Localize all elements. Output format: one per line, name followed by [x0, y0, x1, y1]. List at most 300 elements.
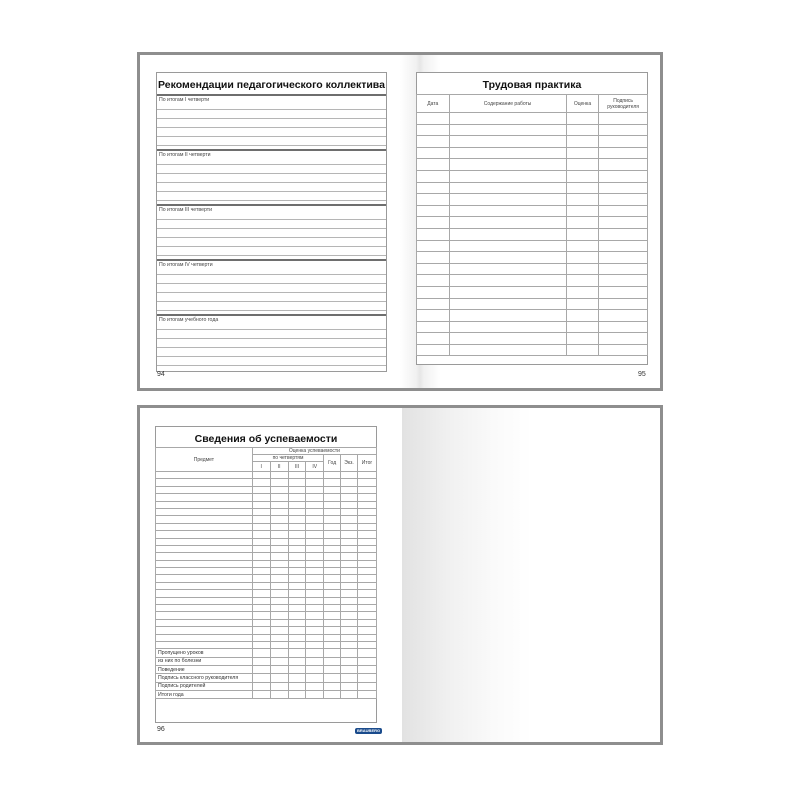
writing-line: [157, 127, 386, 128]
table-cell: [156, 523, 253, 530]
table-cell: [324, 657, 341, 665]
section-label: По итогам I четверти: [159, 97, 210, 103]
table-cell: [324, 568, 341, 575]
table-cell: [270, 605, 288, 612]
table-cell: [306, 665, 324, 673]
section-divider: [157, 259, 386, 261]
table-cell: [341, 560, 358, 567]
table-cell: [599, 286, 648, 298]
table-cell: [358, 545, 377, 552]
page-number: 96: [157, 726, 165, 733]
table-cell: [417, 228, 450, 240]
writing-line: [157, 301, 386, 302]
table-cell: [288, 690, 306, 698]
table-row: [417, 275, 648, 287]
table-cell: [566, 159, 599, 171]
writing-line: [157, 200, 386, 201]
table-row: [417, 298, 648, 310]
performance-frame: [155, 426, 377, 723]
table-cell: [156, 605, 253, 612]
table-cell: [252, 472, 270, 479]
table-row: [156, 494, 377, 501]
table-cell: [156, 619, 253, 626]
table-cell: [156, 545, 253, 552]
table-cell: [566, 333, 599, 345]
table-row: [417, 159, 648, 171]
table-cell: [599, 147, 648, 159]
table-cell: [358, 627, 377, 634]
labor-practice-table: [416, 94, 648, 356]
table-cell: [599, 252, 648, 264]
table-cell: [288, 501, 306, 508]
writing-line: [157, 347, 386, 348]
table-cell: [306, 531, 324, 538]
table-row: [417, 147, 648, 159]
table-cell: [358, 590, 377, 597]
table-cell: [566, 136, 599, 148]
table-cell: [566, 286, 599, 298]
page-title: Сведения об успеваемости: [194, 433, 338, 445]
table-cell: [417, 298, 450, 310]
table-cell: [341, 582, 358, 589]
writing-line: [157, 329, 386, 330]
table-cell: [341, 590, 358, 597]
table-cell: [324, 501, 341, 508]
table-cell: [288, 560, 306, 567]
table-cell: [324, 619, 341, 626]
column-header-quarter-3: III: [288, 462, 306, 472]
table-cell: [288, 472, 306, 479]
table-cell: [324, 627, 341, 634]
table-cell: [449, 170, 566, 182]
table-cell: [358, 516, 377, 523]
table-cell: [341, 612, 358, 619]
table-cell: [270, 649, 288, 657]
table-cell: [288, 582, 306, 589]
table-cell: [252, 641, 270, 648]
table-cell: [358, 597, 377, 604]
table-cell: [288, 597, 306, 604]
table-cell: [599, 310, 648, 322]
table-row: [417, 240, 648, 252]
table-cell: [417, 182, 450, 194]
table-cell: [341, 486, 358, 493]
table-cell: [306, 582, 324, 589]
table-cell: [449, 182, 566, 194]
table-cell: [306, 516, 324, 523]
table-cell: [324, 486, 341, 493]
table-cell: [324, 545, 341, 552]
table-cell: [566, 228, 599, 240]
table-cell: [358, 568, 377, 575]
table-row: [156, 560, 377, 567]
table-cell: [252, 538, 270, 545]
writing-line: [157, 145, 386, 146]
table-cell: [341, 568, 358, 575]
table-cell: [156, 597, 253, 604]
table-cell: [288, 545, 306, 552]
table-cell: [324, 553, 341, 560]
column-header-final: Итог: [358, 455, 377, 472]
table-row: [417, 182, 648, 194]
table-row: [156, 472, 377, 479]
writing-line: [157, 310, 386, 311]
table-cell: [288, 590, 306, 597]
table-cell: [324, 597, 341, 604]
table-cell: [324, 641, 341, 648]
table-cell: [288, 612, 306, 619]
table-cell: [566, 298, 599, 310]
table-cell: [449, 344, 566, 356]
table-row: [156, 582, 377, 589]
table-row: [156, 523, 377, 530]
table-cell: [306, 590, 324, 597]
table-cell: [358, 674, 377, 682]
table-cell: [449, 124, 566, 136]
table-cell: [156, 531, 253, 538]
table-cell: [341, 690, 358, 698]
table-cell: [252, 531, 270, 538]
table-cell: [417, 159, 450, 171]
table-cell: [288, 657, 306, 665]
book-gutter: [402, 408, 532, 742]
table-row: [156, 597, 377, 604]
table-cell: [306, 568, 324, 575]
table-cell: [156, 582, 253, 589]
table-cell: [599, 124, 648, 136]
column-header-date: Дата: [417, 95, 450, 113]
table-cell: [341, 501, 358, 508]
table-cell: [306, 627, 324, 634]
writing-line: [157, 219, 386, 220]
table-cell: [270, 665, 288, 673]
table-cell: [566, 217, 599, 229]
table-cell: [324, 494, 341, 501]
table-cell: [358, 523, 377, 530]
table-cell: [358, 657, 377, 665]
table-cell: [270, 553, 288, 560]
table-cell: [252, 590, 270, 597]
table-cell: [341, 665, 358, 673]
table-cell: [449, 240, 566, 252]
writing-line: [157, 136, 386, 137]
table-cell: [324, 674, 341, 682]
table-row: [417, 252, 648, 264]
table-cell: [288, 641, 306, 648]
table-cell: [341, 516, 358, 523]
table-cell: [270, 538, 288, 545]
table-row: [156, 553, 377, 560]
table-row: [156, 605, 377, 612]
table-cell: [306, 486, 324, 493]
table-cell: [324, 523, 341, 530]
table-cell: [156, 641, 253, 648]
table-cell: [417, 344, 450, 356]
table-row: [417, 205, 648, 217]
table-cell: [306, 605, 324, 612]
table-row: [156, 486, 377, 493]
table-cell: [358, 501, 377, 508]
table-cell: [566, 321, 599, 333]
table-cell: [599, 159, 648, 171]
table-cell: [358, 682, 377, 690]
table-cell: [566, 170, 599, 182]
table-cell: [156, 538, 253, 545]
section-divider: [157, 314, 386, 316]
table-cell: [156, 560, 253, 567]
table-cell: [599, 263, 648, 275]
table-cell: [270, 575, 288, 582]
table-cell: [324, 682, 341, 690]
table-cell: [341, 682, 358, 690]
table-cell: [566, 240, 599, 252]
table-cell: [288, 619, 306, 626]
table-cell: [270, 582, 288, 589]
table-cell: [417, 252, 450, 264]
table-cell: [324, 634, 341, 641]
table-cell: [566, 310, 599, 322]
table-cell: [288, 531, 306, 538]
table-cell: [417, 113, 450, 125]
table-cell: [341, 479, 358, 486]
table-row: [156, 641, 377, 648]
table-cell: [306, 649, 324, 657]
table-cell: [288, 553, 306, 560]
table-cell: [358, 472, 377, 479]
table-cell: [341, 472, 358, 479]
table-cell: [270, 523, 288, 530]
table-row: [156, 479, 377, 486]
table-cell: [599, 217, 648, 229]
table-cell: [252, 682, 270, 690]
table-row: [417, 310, 648, 322]
table-cell: [252, 501, 270, 508]
column-header-quarter-4: IV: [306, 462, 324, 472]
table-row: [156, 590, 377, 597]
table-cell: [599, 194, 648, 206]
section-divider: [157, 204, 386, 206]
performance-table: [155, 447, 377, 699]
table-cell: [324, 649, 341, 657]
table-cell: [252, 597, 270, 604]
table-cell: [358, 508, 377, 515]
table-cell: [358, 486, 377, 493]
table-row: [417, 136, 648, 148]
table-cell: [270, 634, 288, 641]
table-cell: [566, 182, 599, 194]
column-header-signature: Подпись руководителя: [599, 95, 648, 113]
table-cell: [252, 560, 270, 567]
table-cell: [156, 494, 253, 501]
table-cell: [288, 508, 306, 515]
writing-line: [157, 118, 386, 119]
table-cell: [324, 690, 341, 698]
table-cell: [341, 575, 358, 582]
table-cell: [449, 275, 566, 287]
brand-logo: BRAUBERG: [357, 728, 381, 733]
table-cell: [252, 582, 270, 589]
table-cell: [156, 568, 253, 575]
table-cell: [449, 136, 566, 148]
table-cell: [324, 508, 341, 515]
column-header-quarter-1: I: [252, 462, 270, 472]
table-cell: [324, 538, 341, 545]
table-cell: [341, 619, 358, 626]
table-cell: [270, 568, 288, 575]
table-row: [417, 217, 648, 229]
table-cell: [288, 665, 306, 673]
summary-row-label: из них по болезни: [156, 657, 253, 665]
table-cell: [306, 641, 324, 648]
table-cell: [449, 113, 566, 125]
table-cell: [306, 634, 324, 641]
writing-line: [157, 283, 386, 284]
table-cell: [341, 597, 358, 604]
table-cell: [449, 194, 566, 206]
table-cell: [566, 252, 599, 264]
table-cell: [417, 286, 450, 298]
section-label: По итогам II четверти: [159, 152, 211, 158]
summary-row-label: Подпись родителей: [156, 682, 253, 690]
table-cell: [324, 582, 341, 589]
table-cell: [417, 205, 450, 217]
table-row: [417, 333, 648, 345]
table-cell: [252, 479, 270, 486]
table-cell: [252, 516, 270, 523]
table-cell: [566, 124, 599, 136]
table-row: [156, 538, 377, 545]
table-cell: [341, 538, 358, 545]
table-cell: [417, 170, 450, 182]
table-cell: [324, 472, 341, 479]
table-cell: [156, 516, 253, 523]
table-row: [156, 568, 377, 575]
writing-line: [157, 274, 386, 275]
table-cell: [341, 657, 358, 665]
table-cell: [252, 553, 270, 560]
writing-line: [157, 246, 386, 247]
table-cell: [599, 344, 648, 356]
table-cell: [341, 627, 358, 634]
page-title: Трудовая практика: [482, 79, 582, 91]
table-row: [417, 113, 648, 125]
table-cell: [358, 575, 377, 582]
table-cell: [417, 194, 450, 206]
table-cell: [599, 298, 648, 310]
table-row: [156, 575, 377, 582]
table-cell: [324, 531, 341, 538]
table-cell: [156, 486, 253, 493]
writing-line: [157, 109, 386, 110]
column-header-quarter-2: II: [270, 462, 288, 472]
table-cell: [288, 627, 306, 634]
table-cell: [449, 310, 566, 322]
section-label: По итогам IV четверти: [159, 262, 213, 268]
table-cell: [599, 228, 648, 240]
table-cell: [358, 494, 377, 501]
table-row: [156, 619, 377, 626]
table-cell: [306, 690, 324, 698]
spread-pages-94-95: [137, 52, 663, 391]
table-cell: [358, 605, 377, 612]
table-cell: [252, 486, 270, 493]
table-cell: [270, 597, 288, 604]
table-cell: [252, 545, 270, 552]
table-cell: [288, 538, 306, 545]
table-cell: [252, 657, 270, 665]
table-row: [417, 263, 648, 275]
table-cell: [270, 590, 288, 597]
table-cell: [324, 612, 341, 619]
table-cell: [156, 575, 253, 582]
table-cell: [156, 472, 253, 479]
table-cell: [306, 657, 324, 665]
table-cell: [306, 682, 324, 690]
summary-row: [156, 665, 377, 673]
table-cell: [156, 627, 253, 634]
table-cell: [270, 508, 288, 515]
table-row: [156, 634, 377, 641]
table-cell: [306, 479, 324, 486]
table-cell: [270, 545, 288, 552]
page-number: 95: [638, 371, 646, 378]
table-cell: [270, 690, 288, 698]
table-cell: [270, 627, 288, 634]
table-cell: [252, 523, 270, 530]
column-header-grade: Оценка: [566, 95, 599, 113]
table-cell: [599, 205, 648, 217]
labor-practice-frame: [416, 72, 648, 365]
table-cell: [252, 508, 270, 515]
table-cell: [306, 523, 324, 530]
table-row: [417, 170, 648, 182]
table-cell: [358, 538, 377, 545]
table-cell: [156, 634, 253, 641]
table-row: [156, 545, 377, 552]
recommendations-frame: [156, 72, 387, 372]
table-cell: [417, 124, 450, 136]
table-cell: [324, 605, 341, 612]
summary-row-label: Итоги года: [156, 690, 253, 698]
table-cell: [306, 508, 324, 515]
table-cell: [252, 674, 270, 682]
table-cell: [270, 682, 288, 690]
table-cell: [252, 619, 270, 626]
table-cell: [288, 479, 306, 486]
table-cell: [358, 641, 377, 648]
table-cell: [417, 321, 450, 333]
table-cell: [306, 597, 324, 604]
table-cell: [156, 501, 253, 508]
table-row: [417, 228, 648, 240]
table-row: [156, 516, 377, 523]
table-cell: [288, 575, 306, 582]
table-cell: [324, 560, 341, 567]
table-cell: [252, 627, 270, 634]
table-cell: [341, 508, 358, 515]
table-row: [156, 501, 377, 508]
table-cell: [270, 619, 288, 626]
table-row: [156, 627, 377, 634]
column-header-work: Содержание работы: [449, 95, 566, 113]
table-cell: [599, 182, 648, 194]
table-cell: [306, 612, 324, 619]
table-cell: [417, 240, 450, 252]
table-cell: [288, 605, 306, 612]
table-cell: [449, 263, 566, 275]
table-cell: [288, 494, 306, 501]
writing-line: [157, 173, 386, 174]
